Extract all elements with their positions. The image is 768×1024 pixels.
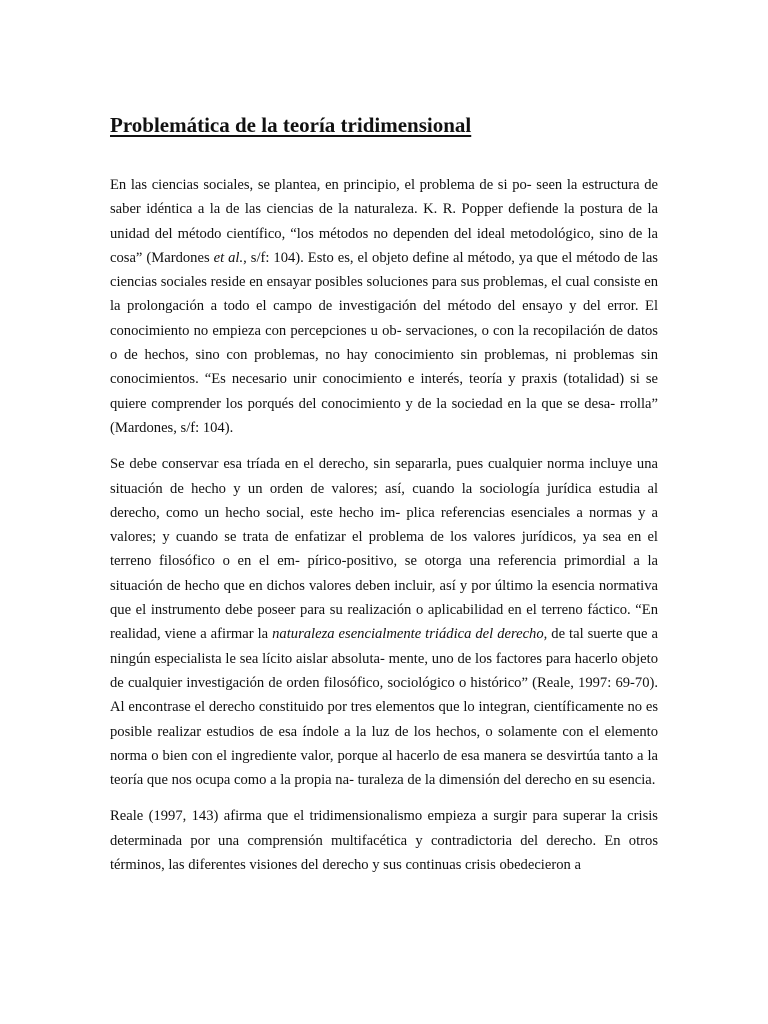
paragraph-1-run-2-italic: et al. bbox=[213, 249, 244, 266]
paragraph-2 bbox=[110, 452, 658, 792]
page-title: Problemática de la teoría tridimensional bbox=[110, 113, 472, 137]
paragraph-2-run-2-italic: naturaleza esencialmente triádica del derecho bbox=[272, 626, 544, 643]
paragraph-2-run-3: , de tal suerte que a ningún especialista le sea lícito aislar absoluta- mente, uno de los factores para hacerlo objeto de cualquier investigación de orden filosófico, sociológico o histórico” (Reale, 1997: 69-70). Al encontrase el derecho constituido por tres elementos que lo integran, científicamente no es posible realizar estudios de esa índole a la luz de los hechos, o solamente con el elemento norma o bien con el ingrediente valor, porque al hacerlo de esa manera se desvirtúa tanto a la teoría que nos ocupa como a la propia na- turaleza de la dimensión del derecho en su esencia. bbox=[110, 626, 658, 789]
paragraph-1 bbox=[110, 173, 658, 440]
paragraph-3 bbox=[110, 804, 658, 877]
paragraph-2-run-1: Se debe conservar esa tríada en el derecho, sin separarla, pues cualquier norma incluye una situación de hecho y un orden de valores; así, cuando la sociología jurídica estudia al derecho, como un hecho social, este hecho im- plica referencias esenciales a normas y a valores; y cuando se trata de enfatizar el problema de los valores jurídicos, ya sea en el terreno filosófico o en el em- pírico-positivo, se otorga una referencia primordial a la situación de hecho que en dichos valores deben incluir, así y por último la esencia normativa que el instrumento debe poseer para su realización o aplicabilidad en el terreno fáctico. “En realidad, viene a afirmar la bbox=[110, 456, 658, 643]
paragraph-3-run-1: Reale (1997, 143) afirma que el tridimensionalismo empieza a surgir para superar la crisis determinada por una comprensión multifacética y contradictoria del derecho. En otros términos, las diferentes visiones del derecho y sus continuas crisis obedecieron a bbox=[110, 808, 658, 874]
paragraph-1-run-3: , s/f: 104). Esto es, el objeto define al método, ya que el método de las ciencias sociales reside en ensayar posibles soluciones para sus problemas, el cual consiste en la prolongación a todo el campo de investigación del método del ensayo y del error. El conocimiento no empieza con percepciones u ob- servaciones, o con la recopilación de datos o de hechos, sino con problemas, no hay conocimiento sin problemas, ni problemas sin conocimientos. “Es necesario unir conocimiento e interés, teoría y praxis (totalidad) si se quiere comprender los porqués del conocimiento y de la sociedad en la que se desa- rrolla” (Mardones, s/f: 104). bbox=[110, 249, 658, 436]
paragraph-1-run-1: En las ciencias sociales, se plantea, en principio, el problema de si po- seen la estructura de saber idéntica a la de las ciencias de la naturaleza. K. R. Popper defiende la postura de la unidad del método científico, “los métodos no dependen del ideal metodológico, sino de la cosa” (Mardones bbox=[110, 177, 658, 266]
